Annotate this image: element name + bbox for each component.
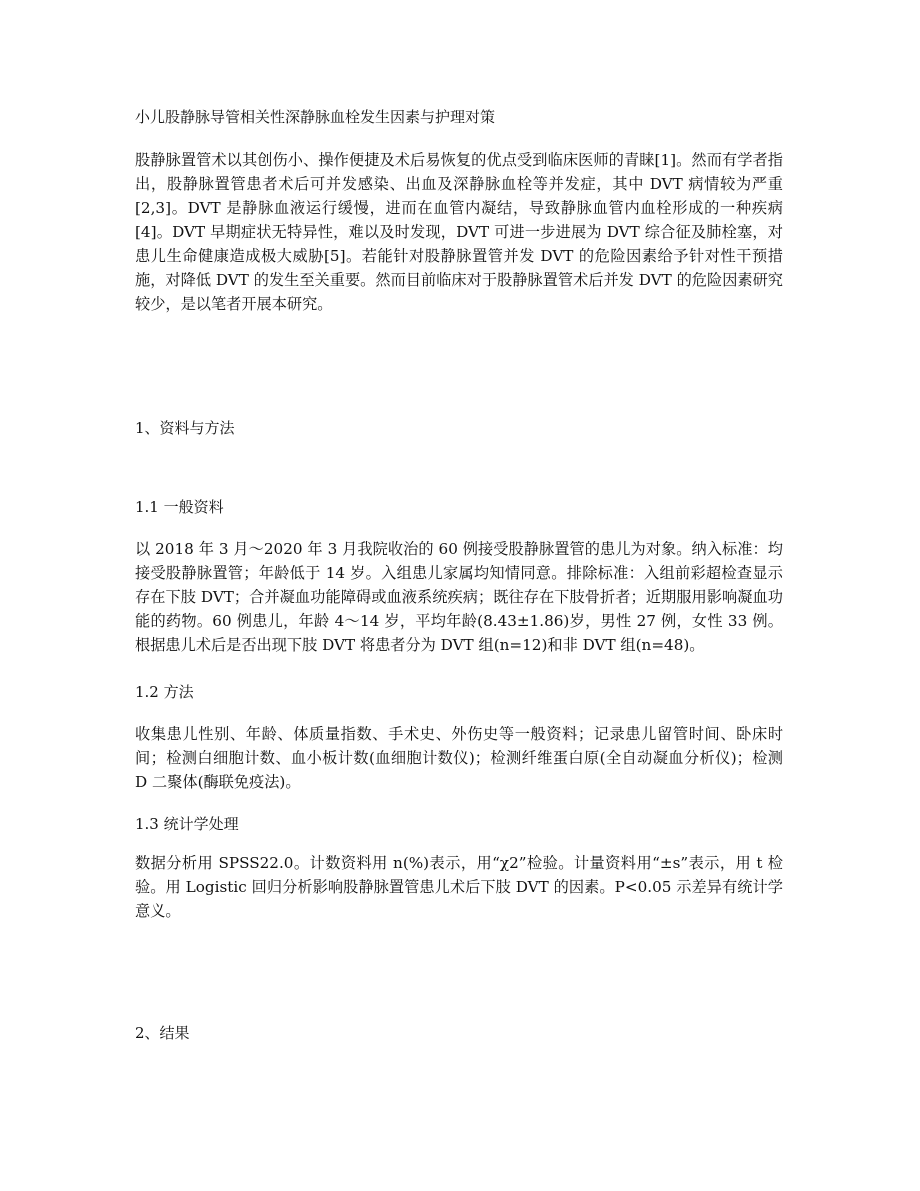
subsection-heading-methods: 1.2 方法 [135,683,194,701]
section-heading-results: 2、结果 [135,1024,190,1042]
subsection-heading-statistics: 1.3 统计学处理 [135,815,239,833]
document-title: 小儿股静脉导管相关性深静脉血栓发生因素与护理对策 [135,108,496,126]
subsection-heading-general-data: 1.1 一般资料 [135,498,224,516]
general-data-paragraph: 以 2018 年 3 月～2020 年 3 月我院收治的 60 例接受股静脉置管的患儿为对象。纳入标准：均接受股静脉置管；年龄低于 14 岁。入组患儿家属均知情同意。排除标准：入组前彩超检查显示存在下肢 DVT；合并凝血功能障碍或血液系统疾病；既往存在下肢骨折者；近期服用影响凝血功能的药物。60 例患儿，年龄 4～14 岁，平均年龄(8.43±1.86)岁，男性 27 例，女性 33 例。根据患儿术后是否出现下肢 DVT 将患者分为 DVT 组(n=12)和非 DVT 组(n=48)。 [135,540,783,654]
section-heading-materials-methods: 1、资料与方法 [135,419,235,437]
statistics-paragraph: 数据分析用 SPSS22.0。计数资料用 n(%)表示，用“χ2”检验。计量资料用“±s”表示，用 t 检验。用 Logistic 回归分析影响股静脉置管患儿术后下肢 DVT 的因素。P<0.05 示差异有统计学意义。 [135,854,783,920]
methods-paragraph: 收集患儿性别、年龄、体质量指数、手术史、外伤史等一般资料；记录患儿留管时间、卧床时间；检测白细胞计数、血小板计数(血细胞计数仪)；检测纤维蛋白原(全自动凝血分析仪)；检测 D 二聚体(酶联免疫法)。 [135,725,783,791]
intro-paragraph: 股静脉置管术以其创伤小、操作便捷及术后易恢复的优点受到临床医师的青睐[1]。然而有学者指出，股静脉置管患者术后可并发感染、出血及深静脉血栓等并发症，其中 DVT 病情较为严重[2,3]。DVT 是静脉血液运行缓慢，进而在血管内凝结，导致静脉血管内血栓形成的一种疾病[4]。DVT 早期症状无特异性，难以及时发现，DVT 可进一步进展为 DVT 综合征及肺栓塞，对患儿生命健康造成极大威胁[5]。若能针对股静脉置管并发 DVT 的危险因素给予针对性干预措施，对降低 DVT 的发生至关重要。然而目前临床对于股静脉置管术后并发 DVT 的危险因素研究较少，是以笔者开展本研究。 [135,151,783,313]
